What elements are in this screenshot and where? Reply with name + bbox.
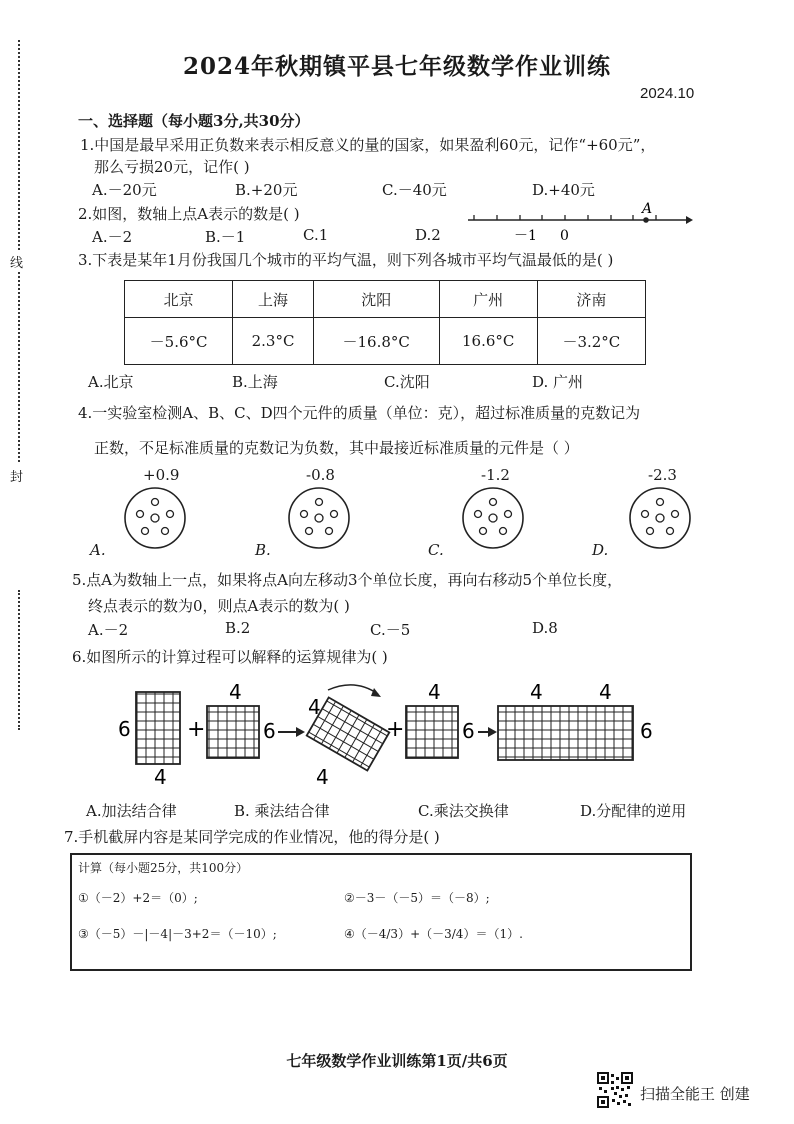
q1-text-line1: 1.中国是最早采用正负数来表示相反意义的量的国家，如果盈利60元，记作“+60元”， [80,136,656,154]
component-d-value: -2.3 [648,466,677,484]
temp-cell: －5.6°C [125,318,233,365]
q5-option-c: C.－5 [370,621,411,639]
q4-text-line1: 4.一实验室检测A、B、C、D四个元件的质量（单位：克），超过标准质量的克数记为 [78,404,641,422]
q2-option-a: A.－2 [92,228,133,246]
city-header: 沈阳 [313,281,439,318]
arrow-icon [296,727,305,737]
temp-cell: －16.8°C [313,318,439,365]
component-c-icon [461,486,525,550]
q6-option-d: D.分配律的逆用 [580,802,687,820]
q5-text-line2: 终点表示的数为0，则点A表示的数为( ) [88,597,350,615]
grid4-side-label: 6 [462,719,475,743]
q6-text: 6.如图所示的计算过程可以解释的运算规律为( ) [72,648,388,666]
q1-option-a: A.－20元 [92,181,157,199]
binding-line-bottom [18,590,20,730]
component-c-value: -1.2 [481,466,510,484]
homework-screenshot-box [70,853,692,971]
q7-text: 7.手机截屏内容是某同学完成的作业情况，他的得分是( ) [64,828,440,846]
page-title: 2024年秋期镇平县七年级数学作业训练 [182,53,611,80]
city-header: 广州 [439,281,537,318]
temp-cell: 2.3°C [233,318,314,365]
q3-option-c: C.沈阳 [384,373,430,391]
q4-option-b: B. [255,541,271,559]
grid-4x4-second [406,706,458,758]
rotate-arrow-icon [371,688,381,697]
tick-label-neg1: －1 [514,228,537,244]
city-header: 北京 [125,281,233,318]
q3-option-a: A.北京 [88,373,134,391]
component-b-value: -0.8 [306,466,335,484]
q3-text: 3.下表是某年1月份我国几个城市的平均气温，则下列各城市平均气温最低的是( ) [78,251,614,269]
temp-cell: －3.2°C [537,318,645,365]
q4-text-line2: 正数，不足标准质量的克数记为负数，其中最接近标准质量的元件是（ ） [94,439,579,457]
q5-option-b: B.2 [225,619,251,637]
city-header: 上海 [233,281,314,318]
arrow-icon [488,727,497,737]
q6-option-c: C.乘法交换律 [418,802,509,820]
q4-option-a: A. [90,541,106,559]
distributive-grid-diagram [110,676,670,794]
q4-option-c: C. [428,541,444,559]
q3-option-b: B.上海 [232,373,278,391]
qr-code-icon [597,1072,633,1108]
box-title: 计算（每小题25分，共100分） [78,861,249,875]
plus-sign: + [386,717,405,742]
q4-option-d: D. [592,541,609,559]
grid-4x4 [207,706,259,758]
temp-cell: 16.6°C [439,318,537,365]
point-a-marker [643,217,649,223]
grid3-bottom-label: 4 [316,765,329,789]
calc-item-4: ④（－4/3）+（－3/4）＝（1）. [344,927,523,941]
q3-option-d: D. 广州 [532,373,584,391]
q1-text-line2: 那么亏损20元，记作( ) [94,158,250,176]
calc-item-2: ②－3－（－5）＝（－8）; [344,891,490,905]
number-line-diagram [462,198,694,246]
scanner-watermark: 扫描全能王 创建 [640,1085,750,1103]
point-a-label: A [642,201,653,217]
section-heading: 一、选择题（每小题3分,共30分） [78,112,310,130]
q5-text-line1: 5.点A为数轴上一点，如果将点A向左移动3个单位长度，再向右移动5个单位长度， [72,571,623,589]
page-date: 2024.10 [640,85,695,102]
q6-option-a: A.加法结合律 [86,802,177,820]
component-b-icon [287,486,351,550]
calc-item-1: ①（－2）+2＝（0）; [78,891,198,905]
grid1-width-label: 4 [154,765,167,789]
plus-sign: + [187,717,206,742]
component-d-icon [628,486,692,550]
component-a-value: +0.9 [143,466,180,484]
grid2-side-label: 6 [263,719,276,743]
q2-option-d: D.2 [415,226,441,244]
grid-4x6 [136,692,180,764]
q1-option-b: B.+20元 [235,181,298,199]
binding-line-mid [18,272,20,462]
tick-label-zero: 0 [560,228,569,244]
calc-item-3: ③（－5）－|－4|－3+2＝（－10）; [78,927,277,941]
temperature-table [124,280,646,365]
component-a-icon [123,486,187,550]
q5-option-d: D.8 [532,619,558,637]
grid3-side-label: 4 [308,695,321,719]
grid4-top-label: 4 [428,680,441,704]
q5-option-a: A.－2 [88,621,129,639]
binding-mark-xian: 线 [10,256,24,271]
q1-option-c: C.－40元 [382,181,447,199]
grid1-height-label: 6 [118,717,131,741]
q2-text: 2.如图，数轴上点A表示的数是( ) [78,205,300,223]
q1-option-d: D.+40元 [532,181,595,199]
city-header: 济南 [537,281,645,318]
q2-option-c: C.1 [303,226,329,244]
q6-option-b: B. 乘法结合律 [234,802,330,820]
page-footer: 七年级数学作业训练第1页/共6页 [286,1052,508,1070]
grid5-left-label: 4 [530,680,543,704]
grid5-side-label: 6 [640,719,653,743]
grid5-right-label: 4 [599,680,612,704]
grid2-top-label: 4 [229,680,242,704]
q2-option-b: B.－1 [205,228,246,246]
binding-mark-feng: 封 [10,470,24,485]
grid-10x4 [498,706,633,760]
